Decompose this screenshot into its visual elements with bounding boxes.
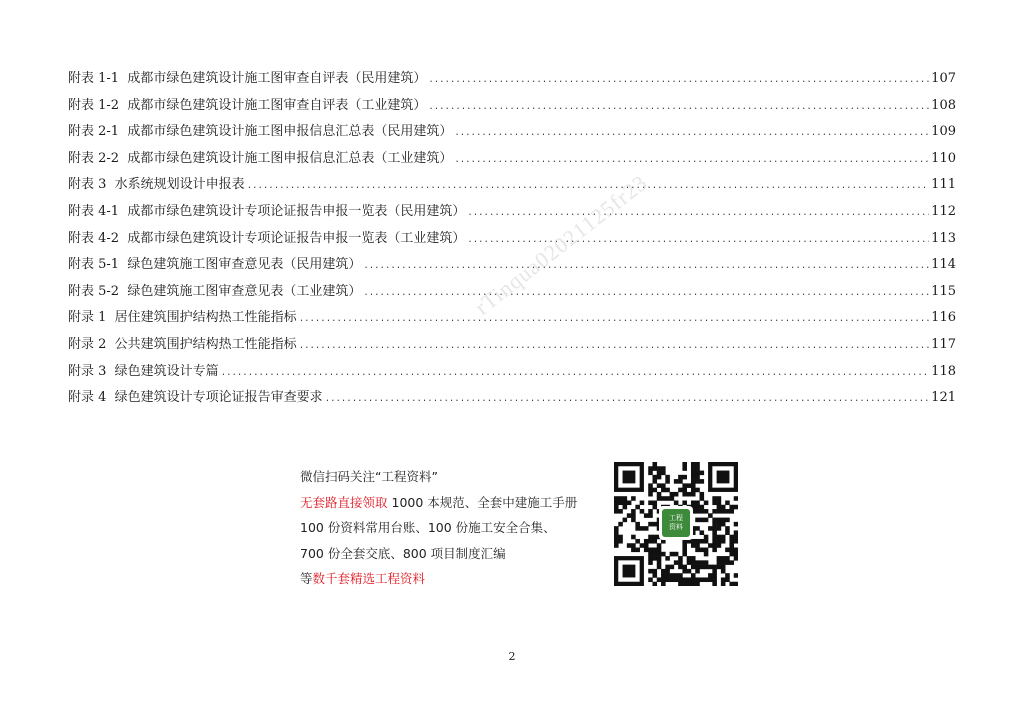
promo-line: 700 份全套交底、800 项目制度汇编: [300, 545, 506, 561]
toc-entry-number: 附表 1-2: [68, 97, 128, 113]
toc-entry-page: 115: [931, 283, 956, 299]
toc-leader-dots: [467, 227, 929, 254]
toc-entry-title: 公共建筑围护结构热工性能指标: [114, 336, 297, 352]
toc-entry-title: 绿色建筑施工图审查意见表（工业建筑）: [127, 283, 362, 299]
toc-entry-title: 水系统规划设计申报表: [114, 177, 245, 193]
toc-entry[interactable]: [68, 66, 956, 93]
toc-entry-page: 109: [931, 124, 956, 140]
promo-highlight: 数千套精选工程资料: [312, 571, 426, 586]
promo-line: [300, 490, 610, 516]
promo-line: [300, 566, 610, 592]
toc-entry-number: 附表 4-2: [68, 230, 128, 246]
toc-entry[interactable]: [68, 119, 956, 146]
promo-highlight: 无套路直接领取: [300, 494, 388, 510]
toc-entry-title: 成都市绿色建筑设计专项论证报告申报一览表（民用建筑）: [127, 203, 466, 219]
toc-entry-number: 附录 4: [68, 390, 115, 406]
toc-leader-dots: [221, 360, 929, 387]
toc-leader-dots: [454, 120, 929, 147]
qr-logo-text-top: 工程: [669, 514, 683, 522]
toc-leader-dots: [299, 333, 929, 360]
qr-logo: [662, 509, 690, 537]
promo-text: 等: [300, 571, 313, 586]
toc-entry-page: 110: [931, 150, 956, 166]
toc-entry[interactable]: [68, 199, 956, 226]
toc-entry[interactable]: [68, 359, 956, 386]
toc-entry-page: 117: [931, 336, 956, 352]
toc-entry-number: 附录 1: [68, 310, 115, 326]
toc-entry-number: 附表 5-1: [68, 257, 128, 273]
toc-entry-page: 118: [931, 363, 956, 379]
toc-entry-number: 附表 4-1: [68, 203, 128, 219]
toc-entry[interactable]: [68, 385, 956, 412]
toc-entry-page: 108: [931, 97, 956, 113]
toc-leader-dots: [247, 173, 929, 200]
toc-entry[interactable]: [68, 146, 956, 173]
toc-entry-number: 附表 2-2: [68, 150, 128, 166]
toc-leader-dots: [363, 253, 929, 280]
toc-leader-dots: [467, 200, 929, 227]
page-number: 2: [508, 650, 516, 663]
toc-entry-title: 成都市绿色建筑设计专项论证报告申报一览表（工业建筑）: [127, 230, 466, 246]
toc-entry-title: 绿色建筑设计专项论证报告审查要求: [114, 390, 323, 406]
toc-leader-dots: [299, 306, 929, 333]
toc-entry-page: 121: [931, 390, 956, 406]
toc-leader-dots: [363, 280, 929, 307]
toc-entry[interactable]: [68, 172, 956, 199]
promo-line: 微信扫码关注“工程资料”: [300, 469, 438, 484]
toc-entry-page: 116: [931, 310, 956, 326]
toc-entry-page: 111: [931, 177, 956, 193]
toc-entry[interactable]: [68, 305, 956, 332]
toc-leader-dots: [325, 386, 929, 413]
toc-entry-page: 112: [931, 203, 956, 219]
toc-entry-title: 成都市绿色建筑设计施工图审查自评表（工业建筑）: [127, 97, 427, 113]
promo-text-block: [300, 464, 610, 592]
toc-entry-number: 附录 3: [68, 363, 115, 379]
qr-logo-badge: [659, 506, 693, 540]
watermark-text: rTinqua02021125fr23: [470, 169, 653, 320]
toc-entry-title: 居住建筑围护结构热工性能指标: [114, 310, 297, 326]
toc-entry[interactable]: [68, 226, 956, 253]
toc-leader-dots: [428, 94, 929, 121]
qr-logo-text-bottom: 资料: [669, 523, 683, 531]
toc-entry-title: 成都市绿色建筑设计施工图审查自评表（民用建筑）: [127, 71, 427, 86]
toc-entry[interactable]: [68, 279, 956, 306]
toc-entry[interactable]: [68, 93, 956, 120]
toc-entry-number: 附表 2-1: [68, 124, 128, 140]
toc-leader-dots: [454, 147, 929, 174]
toc-entry-number: 附录 2: [68, 336, 115, 352]
toc-entry-number: 附表 5-2: [68, 283, 128, 299]
table-of-contents: [68, 66, 956, 412]
toc-entry-title: 成都市绿色建筑设计施工图申报信息汇总表（工业建筑）: [127, 150, 453, 166]
toc-entry[interactable]: [68, 252, 956, 279]
toc-entry-title: 成都市绿色建筑设计施工图申报信息汇总表（民用建筑）: [127, 124, 453, 140]
promo-text: 1000 本规范、全套中建施工手册: [387, 494, 578, 510]
toc-entry-title: 绿色建筑设计专篇: [114, 363, 219, 379]
toc-entry-page: 107: [931, 71, 956, 86]
toc-entry-number: 附表 1-1: [68, 71, 128, 86]
toc-entry[interactable]: [68, 332, 956, 359]
toc-entry-number: 附表 3: [68, 177, 115, 193]
toc-leader-dots: [428, 67, 929, 94]
toc-entry-page: 114: [931, 257, 956, 273]
qr-code[interactable]: [614, 462, 738, 586]
promo-line: 100 份资料常用台账、100 份施工安全合集、: [300, 520, 556, 535]
toc-entry-page: 113: [931, 230, 956, 246]
toc-entry-title: 绿色建筑施工图审查意见表（民用建筑）: [127, 257, 362, 273]
